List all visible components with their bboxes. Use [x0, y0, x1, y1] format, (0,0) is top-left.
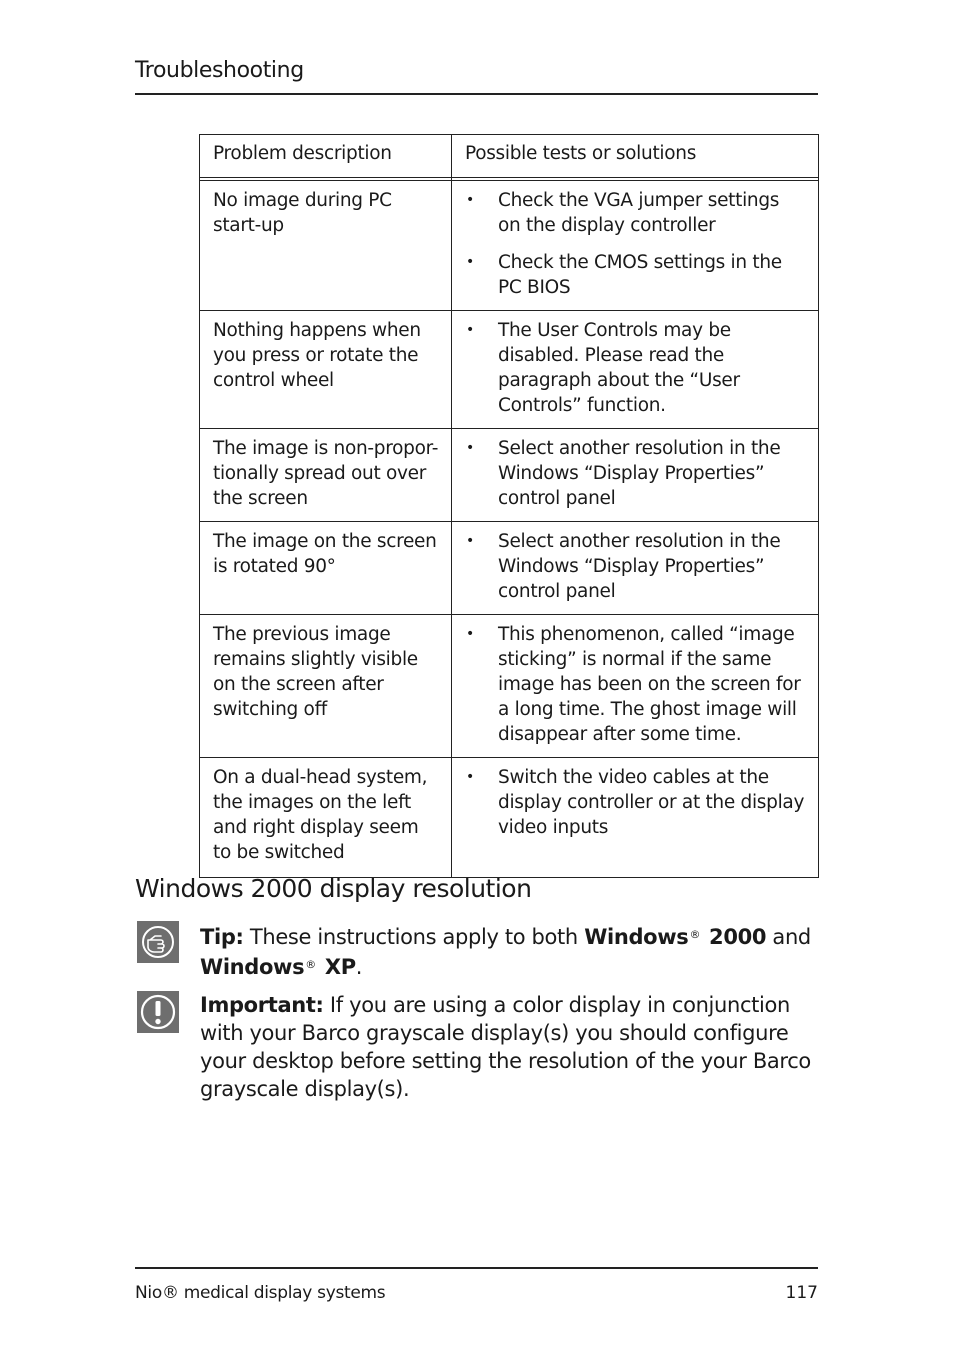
important-text [200, 991, 822, 1103]
solution-item: • Select another resolution in the Windows “Display Properties” control panel [465, 529, 806, 604]
column-header-problem: Problem description [200, 135, 452, 178]
solution-cell [452, 522, 819, 615]
solution-item: • This phenomenon, called “image sticking” is normal if the same image has been on the screen for a long time. The ghost image will disappear after some time. [465, 622, 806, 747]
version-xp: XP [317, 955, 356, 979]
solution-item: • Select another resolution in the Windows “Display Properties” control panel [465, 436, 806, 511]
column-header-solutions: Possible tests or solutions [452, 135, 819, 178]
problem-cell: The image on the screen is rotated 90° [200, 522, 452, 615]
tip-label: Tip: [200, 925, 244, 949]
table-row [200, 429, 819, 522]
table-row [200, 522, 819, 615]
page-number: 117 [785, 1283, 818, 1303]
table-row [200, 311, 819, 429]
tip-note [137, 921, 819, 981]
tip-text-before: These instructions apply to both [243, 925, 585, 949]
solution-cell [452, 311, 819, 429]
table-row [200, 758, 819, 878]
table-header-row [200, 135, 819, 178]
solution-cell [452, 615, 819, 758]
troubleshooting-table [199, 134, 819, 878]
table-row [200, 615, 819, 758]
registered-mark: ® [305, 958, 316, 971]
solution-item: • Check the CMOS settings in the PC BIOS [465, 250, 806, 300]
tip-text [200, 921, 822, 981]
solution-item: • Check the VGA jumper settings on the display controller [465, 188, 806, 238]
problem-cell: The previous image remains slightly visible on the screen after switching off [200, 615, 452, 758]
table-row [200, 181, 819, 311]
windows-2000-name [584, 925, 766, 949]
solution-cell [452, 429, 819, 522]
footer-rule [135, 1267, 818, 1269]
exclamation-icon [137, 991, 179, 1033]
page-header-title: Troubleshooting [135, 58, 304, 83]
tip-period: . [355, 955, 363, 979]
solution-item: • The User Controls may be disabled. Please read the paragraph about the “User Controls” function. [465, 318, 806, 418]
problem-cell: No image during PC start-up [200, 181, 452, 311]
windows-word: Windows [200, 955, 305, 979]
tip-text-and: and [766, 925, 811, 949]
solution-cell [452, 758, 819, 878]
section-heading: Windows 2000 display resolution [135, 874, 532, 903]
windows-xp-name [200, 955, 356, 979]
important-label: Important: [200, 993, 324, 1017]
problem-cell: The image is non-propor-tionally spread out over the screen [200, 429, 452, 522]
header-rule [135, 93, 818, 95]
registered-mark: ® [689, 928, 701, 941]
important-note [137, 991, 819, 1111]
solution-cell [452, 181, 819, 311]
problem-cell: Nothing happens when you press or rotate the control wheel [200, 311, 452, 429]
footer-product-name: Nio® medical display systems [135, 1283, 386, 1303]
windows-word: Windows [584, 925, 689, 949]
problem-cell: On a dual-head system, the images on the left and right display seem to be switched [200, 758, 452, 878]
version-2000: 2000 [702, 925, 767, 949]
pointing-hand-icon [137, 921, 179, 963]
important-body: If you are using a color display in conjunction with your Barco grayscale display(s) you should configure your desktop before setting the resolution of the your Barco grayscale display(s). [200, 993, 811, 1101]
solution-item: • Switch the video cables at the display controller or at the display video inputs [465, 765, 806, 840]
